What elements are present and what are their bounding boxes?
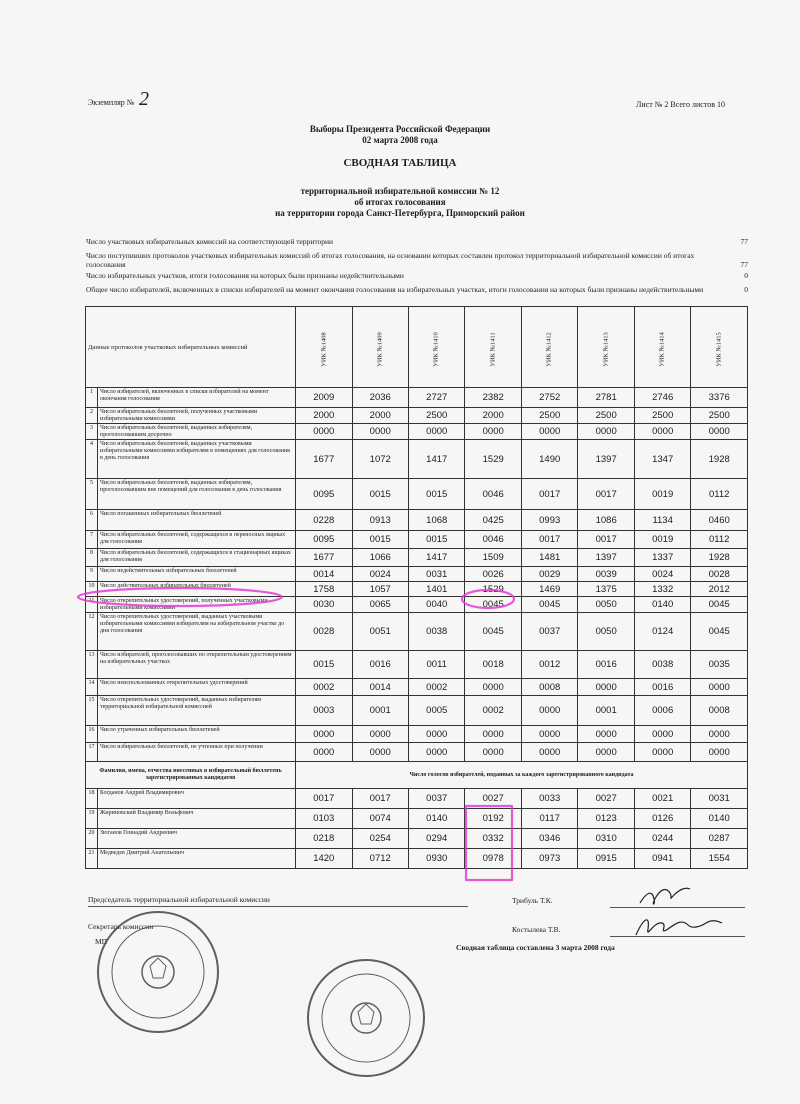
table-row (86, 726, 748, 743)
candidates-header-right: Число голосов избирателей, поданных за каждого зарегистрированного кандидата (296, 762, 748, 789)
cell-value: 2727 (408, 388, 464, 408)
election-title: Выборы Президента Российской Федерации (309, 124, 491, 134)
summary-text: Число избирательных участков, итоги голосования на которых были признаны недействительными (86, 271, 404, 280)
vote-count: 0192 (465, 809, 521, 829)
table-row (86, 479, 748, 510)
cell-value: 0065 (352, 597, 408, 613)
column-header (691, 307, 748, 388)
row-label: Число избирательных бюллетеней, выданных избирателям, проголосовавшим досрочно (98, 424, 296, 440)
summary-text: Общее число избирателей, включенных в списки избирателей на момент окончания голосования на избирательных участках, итоги голосования на которых были признаны недействительными (86, 285, 704, 294)
cell-value: 2000 (352, 408, 408, 424)
vote-count: 0017 (352, 789, 408, 809)
row-number: 15 (86, 696, 98, 726)
candidate-row (86, 829, 748, 849)
row-number: 14 (86, 679, 98, 696)
cell-value: 0000 (465, 679, 521, 696)
summary-row (86, 285, 748, 294)
vote-count: 0254 (352, 829, 408, 849)
vote-count: 0033 (521, 789, 577, 809)
cell-value: 0051 (352, 613, 408, 651)
vote-count: 0126 (634, 809, 690, 829)
copy-label: Экземпляр № (88, 98, 135, 107)
row-number: 19 (86, 809, 98, 829)
vote-count: 0218 (296, 829, 352, 849)
row-label: Число избирательных бюллетеней, содержащихся в стационарных ящиках для голосования (98, 549, 296, 567)
summary-row (86, 237, 748, 246)
cell-value: 2000 (465, 408, 521, 424)
cell-value: 1397 (578, 549, 634, 567)
cell-value: 0000 (352, 424, 408, 440)
cell-value: 0039 (578, 567, 634, 582)
cell-value: 0015 (408, 479, 464, 510)
row-label: Число действительных избирательных бюллетеней (98, 582, 296, 597)
cell-value: 0000 (352, 743, 408, 762)
row-number: 16 (86, 726, 98, 743)
cell-value: 0015 (408, 531, 464, 549)
table-row (86, 424, 748, 440)
cell-value: 0006 (634, 696, 690, 726)
cell-value: 0000 (634, 726, 690, 743)
row-number: 11 (86, 597, 98, 613)
stamp-seal-right (308, 960, 424, 1076)
cell-value: 2500 (521, 408, 577, 424)
cell-value: 0003 (296, 696, 352, 726)
row-number: 7 (86, 531, 98, 549)
column-header (408, 307, 464, 388)
cell-value: 2752 (521, 388, 577, 408)
column-header-label: УИК №1410 (433, 332, 441, 367)
cell-value: 0001 (352, 696, 408, 726)
cell-value: 2009 (296, 388, 352, 408)
cell-value: 2012 (691, 582, 748, 597)
cell-value: 0017 (578, 479, 634, 510)
cell-value: 0002 (408, 679, 464, 696)
cell-value: 0000 (521, 424, 577, 440)
vote-count: 0017 (296, 789, 352, 809)
cell-value: 3376 (691, 388, 748, 408)
cell-value: 1134 (634, 510, 690, 531)
cell-value: 0000 (634, 424, 690, 440)
cell-value: 1068 (408, 510, 464, 531)
vote-count: 0332 (465, 829, 521, 849)
copy-number: 2 (139, 88, 149, 110)
commission-line-1: территориальной избирательной комиссии № 12 (300, 186, 500, 196)
cell-value: 0005 (408, 696, 464, 726)
mp-label: МП (95, 937, 108, 946)
chairman-sign-line (610, 907, 745, 908)
secretary-label: Секретарь комиссии (88, 922, 154, 931)
cell-value: 1072 (352, 440, 408, 479)
row-label: Число избирателей, проголосовавших по открепительным удостоверениям на избирательных участках (98, 651, 296, 679)
cell-value: 0000 (352, 726, 408, 743)
cell-value: 1490 (521, 440, 577, 479)
column-header-label: УИК №1409 (376, 332, 384, 367)
chairman-line (88, 906, 468, 907)
vote-count: 0140 (691, 809, 748, 829)
summary-row (86, 251, 748, 269)
cell-value: 0015 (296, 651, 352, 679)
table-row (86, 388, 748, 408)
vote-count: 1554 (691, 849, 748, 869)
vote-count: 0294 (408, 829, 464, 849)
cell-value: 1347 (634, 440, 690, 479)
header-label: Данные протоколов участковых избирательных комиссий (86, 307, 296, 388)
cell-value: 1332 (634, 582, 690, 597)
table-row (86, 582, 748, 597)
candidate-name: Богданов Андрей Владимирович (98, 789, 296, 809)
cell-value: 0045 (465, 597, 521, 613)
cell-value: 1417 (408, 440, 464, 479)
cell-value: 0031 (408, 567, 464, 582)
cell-value: 0012 (521, 651, 577, 679)
cell-value: 0046 (465, 531, 521, 549)
cell-value: 0913 (352, 510, 408, 531)
candidate-name: Жириновский Владимир Вольфович (98, 809, 296, 829)
cell-value: 0095 (296, 479, 352, 510)
row-number: 1 (86, 388, 98, 408)
cell-value: 0015 (352, 531, 408, 549)
row-number: 10 (86, 582, 98, 597)
secretary-sign-line (610, 936, 745, 937)
row-number: 9 (86, 567, 98, 582)
cell-value: 0019 (634, 479, 690, 510)
cell-value: 0014 (352, 679, 408, 696)
row-label: Число избирательных бюллетеней, не учтенных при получении (98, 743, 296, 762)
cell-value: 0112 (691, 531, 748, 549)
row-number: 13 (86, 651, 98, 679)
cell-value: 0045 (691, 613, 748, 651)
row-label: Число утраченных избирательных бюллетеней (98, 726, 296, 743)
vote-count: 0915 (578, 849, 634, 869)
vote-count: 0123 (578, 809, 634, 829)
candidate-row (86, 789, 748, 809)
cell-value: 0028 (691, 567, 748, 582)
cell-value: 0016 (352, 651, 408, 679)
cell-value: 2500 (578, 408, 634, 424)
cell-value: 0030 (296, 597, 352, 613)
column-header (352, 307, 408, 388)
cell-value: 0016 (634, 679, 690, 696)
table-row (86, 440, 748, 479)
row-number: 18 (86, 789, 98, 809)
cell-value: 2500 (634, 408, 690, 424)
table-row (86, 651, 748, 679)
cell-value: 0001 (578, 696, 634, 726)
column-header-label: УИК №1415 (715, 332, 723, 367)
cell-value: 0024 (634, 567, 690, 582)
candidate-name: Медведев Дмитрий Анатольевич (98, 849, 296, 869)
column-header-label: УИК №1413 (602, 332, 610, 367)
row-number: 6 (86, 510, 98, 531)
cell-value: 0000 (465, 743, 521, 762)
cell-value: 0024 (352, 567, 408, 582)
column-header-label: УИК №1408 (320, 332, 328, 367)
row-label: Число открепительных удостоверений, выданных избирателям территориальной избирательной комиссией (98, 696, 296, 726)
commission-line-3: на территории города Санкт-Петербурга, Приморский район (275, 208, 525, 218)
secretary-signature (636, 920, 722, 935)
sheet-info: Лист № 2 Всего листов 10 (636, 100, 725, 109)
cell-value: 0000 (691, 726, 748, 743)
vote-count: 1420 (296, 849, 352, 869)
vote-count: 0310 (578, 829, 634, 849)
column-header (578, 307, 634, 388)
cell-value: 1086 (578, 510, 634, 531)
cell-value: 0000 (296, 726, 352, 743)
cell-value: 0000 (408, 424, 464, 440)
vote-count: 0027 (578, 789, 634, 809)
chairman-signature (640, 888, 690, 904)
row-number: 8 (86, 549, 98, 567)
cell-value: 0000 (578, 743, 634, 762)
vote-count: 0103 (296, 809, 352, 829)
cell-value: 0095 (296, 531, 352, 549)
vote-count: 0978 (465, 849, 521, 869)
summary-value: 0 (744, 285, 748, 294)
cell-value: 0000 (691, 743, 748, 762)
cell-value: 0045 (691, 597, 748, 613)
column-header-label: УИК №1414 (659, 332, 667, 367)
cell-value: 0018 (465, 651, 521, 679)
column-header (634, 307, 690, 388)
cell-value: 2781 (578, 388, 634, 408)
column-header-label: УИК №1412 (546, 332, 554, 367)
cell-value: 1529 (465, 582, 521, 597)
summary-row (86, 271, 748, 280)
row-number: 3 (86, 424, 98, 440)
cell-value: 1481 (521, 549, 577, 567)
results-table (85, 306, 748, 869)
vote-count: 0287 (691, 829, 748, 849)
cell-value: 1397 (578, 440, 634, 479)
cell-value: 0002 (465, 696, 521, 726)
cell-value: 0000 (521, 743, 577, 762)
vote-count: 0244 (634, 829, 690, 849)
column-header (521, 307, 577, 388)
vote-count: 0021 (634, 789, 690, 809)
cell-value: 0045 (521, 597, 577, 613)
cell-value: 0993 (521, 510, 577, 531)
table-row (86, 597, 748, 613)
cell-value: 0037 (521, 613, 577, 651)
cell-value: 1509 (465, 549, 521, 567)
cell-value: 2746 (634, 388, 690, 408)
candidate-row (86, 809, 748, 829)
cell-value: 2000 (296, 408, 352, 424)
table-row (86, 696, 748, 726)
table-row (86, 679, 748, 696)
cell-value: 0045 (465, 613, 521, 651)
compiled-note: Сводная таблица составлена 3 марта 2008 года (456, 943, 615, 952)
summary-text: Число участковых избирательных комиссий на соответствующей территории (86, 237, 334, 246)
candidates-header-row (86, 762, 748, 789)
table-row (86, 510, 748, 531)
row-label: Число неиспользованных открепительных удостоверений (98, 679, 296, 696)
row-number: 4 (86, 440, 98, 479)
cell-value: 1928 (691, 440, 748, 479)
cell-value: 0002 (296, 679, 352, 696)
cell-value: 0019 (634, 531, 690, 549)
cell-value: 1057 (352, 582, 408, 597)
cell-value: 1529 (465, 440, 521, 479)
doc-title: СВОДНАЯ ТАБЛИЦА (343, 157, 457, 169)
commission-line-2: об итогах голосования (354, 197, 446, 207)
cell-value: 0050 (578, 613, 634, 651)
cell-value: 0000 (691, 679, 748, 696)
table-row (86, 531, 748, 549)
summary-text: Число поступивших протоколов участковых избирательных комиссий об итогах голосования, на основании которых составлен протокол территориальной избирательной комиссии об итогах голосования (86, 251, 695, 269)
cell-value: 1375 (578, 582, 634, 597)
cell-value: 0000 (634, 743, 690, 762)
table-header-row (86, 307, 748, 388)
cell-value: 1928 (691, 549, 748, 567)
column-header (296, 307, 352, 388)
row-number: 20 (86, 829, 98, 849)
cell-value: 0011 (408, 651, 464, 679)
cell-value: 1401 (408, 582, 464, 597)
cell-value: 2036 (352, 388, 408, 408)
row-label: Число недействительных избирательных бюллетеней (98, 567, 296, 582)
cell-value: 0000 (691, 424, 748, 440)
row-label: Число избирательных бюллетеней, выданных избирателям, проголосовавшим вне помещений для голосования в день голосования (98, 479, 296, 510)
cell-value: 0000 (521, 696, 577, 726)
cell-value: 0000 (408, 726, 464, 743)
cell-value: 0038 (408, 613, 464, 651)
cell-value: 1677 (296, 549, 352, 567)
cell-value: 0008 (691, 696, 748, 726)
cell-value: 0460 (691, 510, 748, 531)
cell-value: 0000 (578, 679, 634, 696)
vote-count: 0973 (521, 849, 577, 869)
cell-value: 0124 (634, 613, 690, 651)
cell-value: 0228 (296, 510, 352, 531)
cell-value: 1066 (352, 549, 408, 567)
cell-value: 0015 (352, 479, 408, 510)
cell-value: 0000 (578, 726, 634, 743)
row-number: 17 (86, 743, 98, 762)
cell-value: 0029 (521, 567, 577, 582)
cell-value: 0014 (296, 567, 352, 582)
cell-value: 0008 (521, 679, 577, 696)
summary-value: 77 (740, 237, 748, 246)
column-header-label: УИК №1411 (489, 332, 497, 367)
cell-value: 1677 (296, 440, 352, 479)
cell-value: 0000 (408, 743, 464, 762)
chairman-label: Председатель территориальной избирательной комиссии (88, 895, 270, 904)
vote-count: 0941 (634, 849, 690, 869)
vote-count: 0074 (352, 809, 408, 829)
vote-count: 0140 (408, 809, 464, 829)
cell-value: 0000 (465, 726, 521, 743)
cell-value: 0026 (465, 567, 521, 582)
row-number: 12 (86, 613, 98, 651)
vote-count: 0031 (691, 789, 748, 809)
vote-count: 0712 (352, 849, 408, 869)
cell-value: 0425 (465, 510, 521, 531)
cell-value: 2382 (465, 388, 521, 408)
summary-value: 0 (744, 271, 748, 280)
cell-value: 0000 (296, 424, 352, 440)
table-row (86, 549, 748, 567)
candidate-row (86, 849, 748, 869)
cell-value: 1337 (634, 549, 690, 567)
vote-count: 0117 (521, 809, 577, 829)
cell-value: 0017 (578, 531, 634, 549)
cell-value: 0050 (578, 597, 634, 613)
cell-value: 1758 (296, 582, 352, 597)
row-label: Число открепительных удостоверений, выданных участковыми избирательными комиссиями избирателям на избирательном участке до дня голосования (98, 613, 296, 651)
candidate-name: Зюганов Геннадий Андреевич (98, 829, 296, 849)
cell-value: 0000 (465, 424, 521, 440)
cell-value: 2500 (691, 408, 748, 424)
table-row (86, 613, 748, 651)
cell-value: 0140 (634, 597, 690, 613)
table-row (86, 567, 748, 582)
row-number: 2 (86, 408, 98, 424)
cell-value: 0035 (691, 651, 748, 679)
row-label: Число погашенных избирательных бюллетеней (98, 510, 296, 531)
cell-value: 2500 (408, 408, 464, 424)
summary-value: 77 (740, 260, 748, 269)
vote-count: 0037 (408, 789, 464, 809)
secretary-name: Костылева Т.В. (512, 925, 561, 934)
row-number: 5 (86, 479, 98, 510)
vote-count: 0346 (521, 829, 577, 849)
cell-value: 0038 (634, 651, 690, 679)
row-label: Число избирательных бюллетеней, полученных участковыми избирательными комиссиями (98, 408, 296, 424)
vote-count: 0027 (465, 789, 521, 809)
vote-count: 0930 (408, 849, 464, 869)
cell-value: 1417 (408, 549, 464, 567)
cell-value: 0028 (296, 613, 352, 651)
column-header (465, 307, 521, 388)
cell-value: 0040 (408, 597, 464, 613)
cell-value: 0016 (578, 651, 634, 679)
table-row (86, 743, 748, 762)
row-label: Число открепительных удостоверений, полученных участковыми избирательными комиссиями (98, 597, 296, 613)
cell-value: 0000 (521, 726, 577, 743)
election-date: 02 марта 2008 года (362, 135, 438, 145)
row-label: Число избирателей, включенных в списки избирателей на момент окончания голосования (98, 388, 296, 408)
row-label: Число избирательных бюллетеней, содержащихся в переносных ящиках для голосования (98, 531, 296, 549)
cell-value: 0000 (578, 424, 634, 440)
cell-value: 0046 (465, 479, 521, 510)
row-label: Число избирательных бюллетеней, выданных участковыми избирательными комиссиями избирателям в помещениях для голосования в день голосования (98, 440, 296, 479)
cell-value: 0000 (296, 743, 352, 762)
row-number: 21 (86, 849, 98, 869)
table-row (86, 408, 748, 424)
cell-value: 1469 (521, 582, 577, 597)
chairman-name: Трибуль Т.К. (512, 896, 553, 905)
candidates-header-left: Фамилия, имена, отчества внесенных в избирательный бюллетень зарегистрированных кандидатов (86, 762, 296, 789)
cell-value: 0112 (691, 479, 748, 510)
cell-value: 0017 (521, 479, 577, 510)
cell-value: 0017 (521, 531, 577, 549)
